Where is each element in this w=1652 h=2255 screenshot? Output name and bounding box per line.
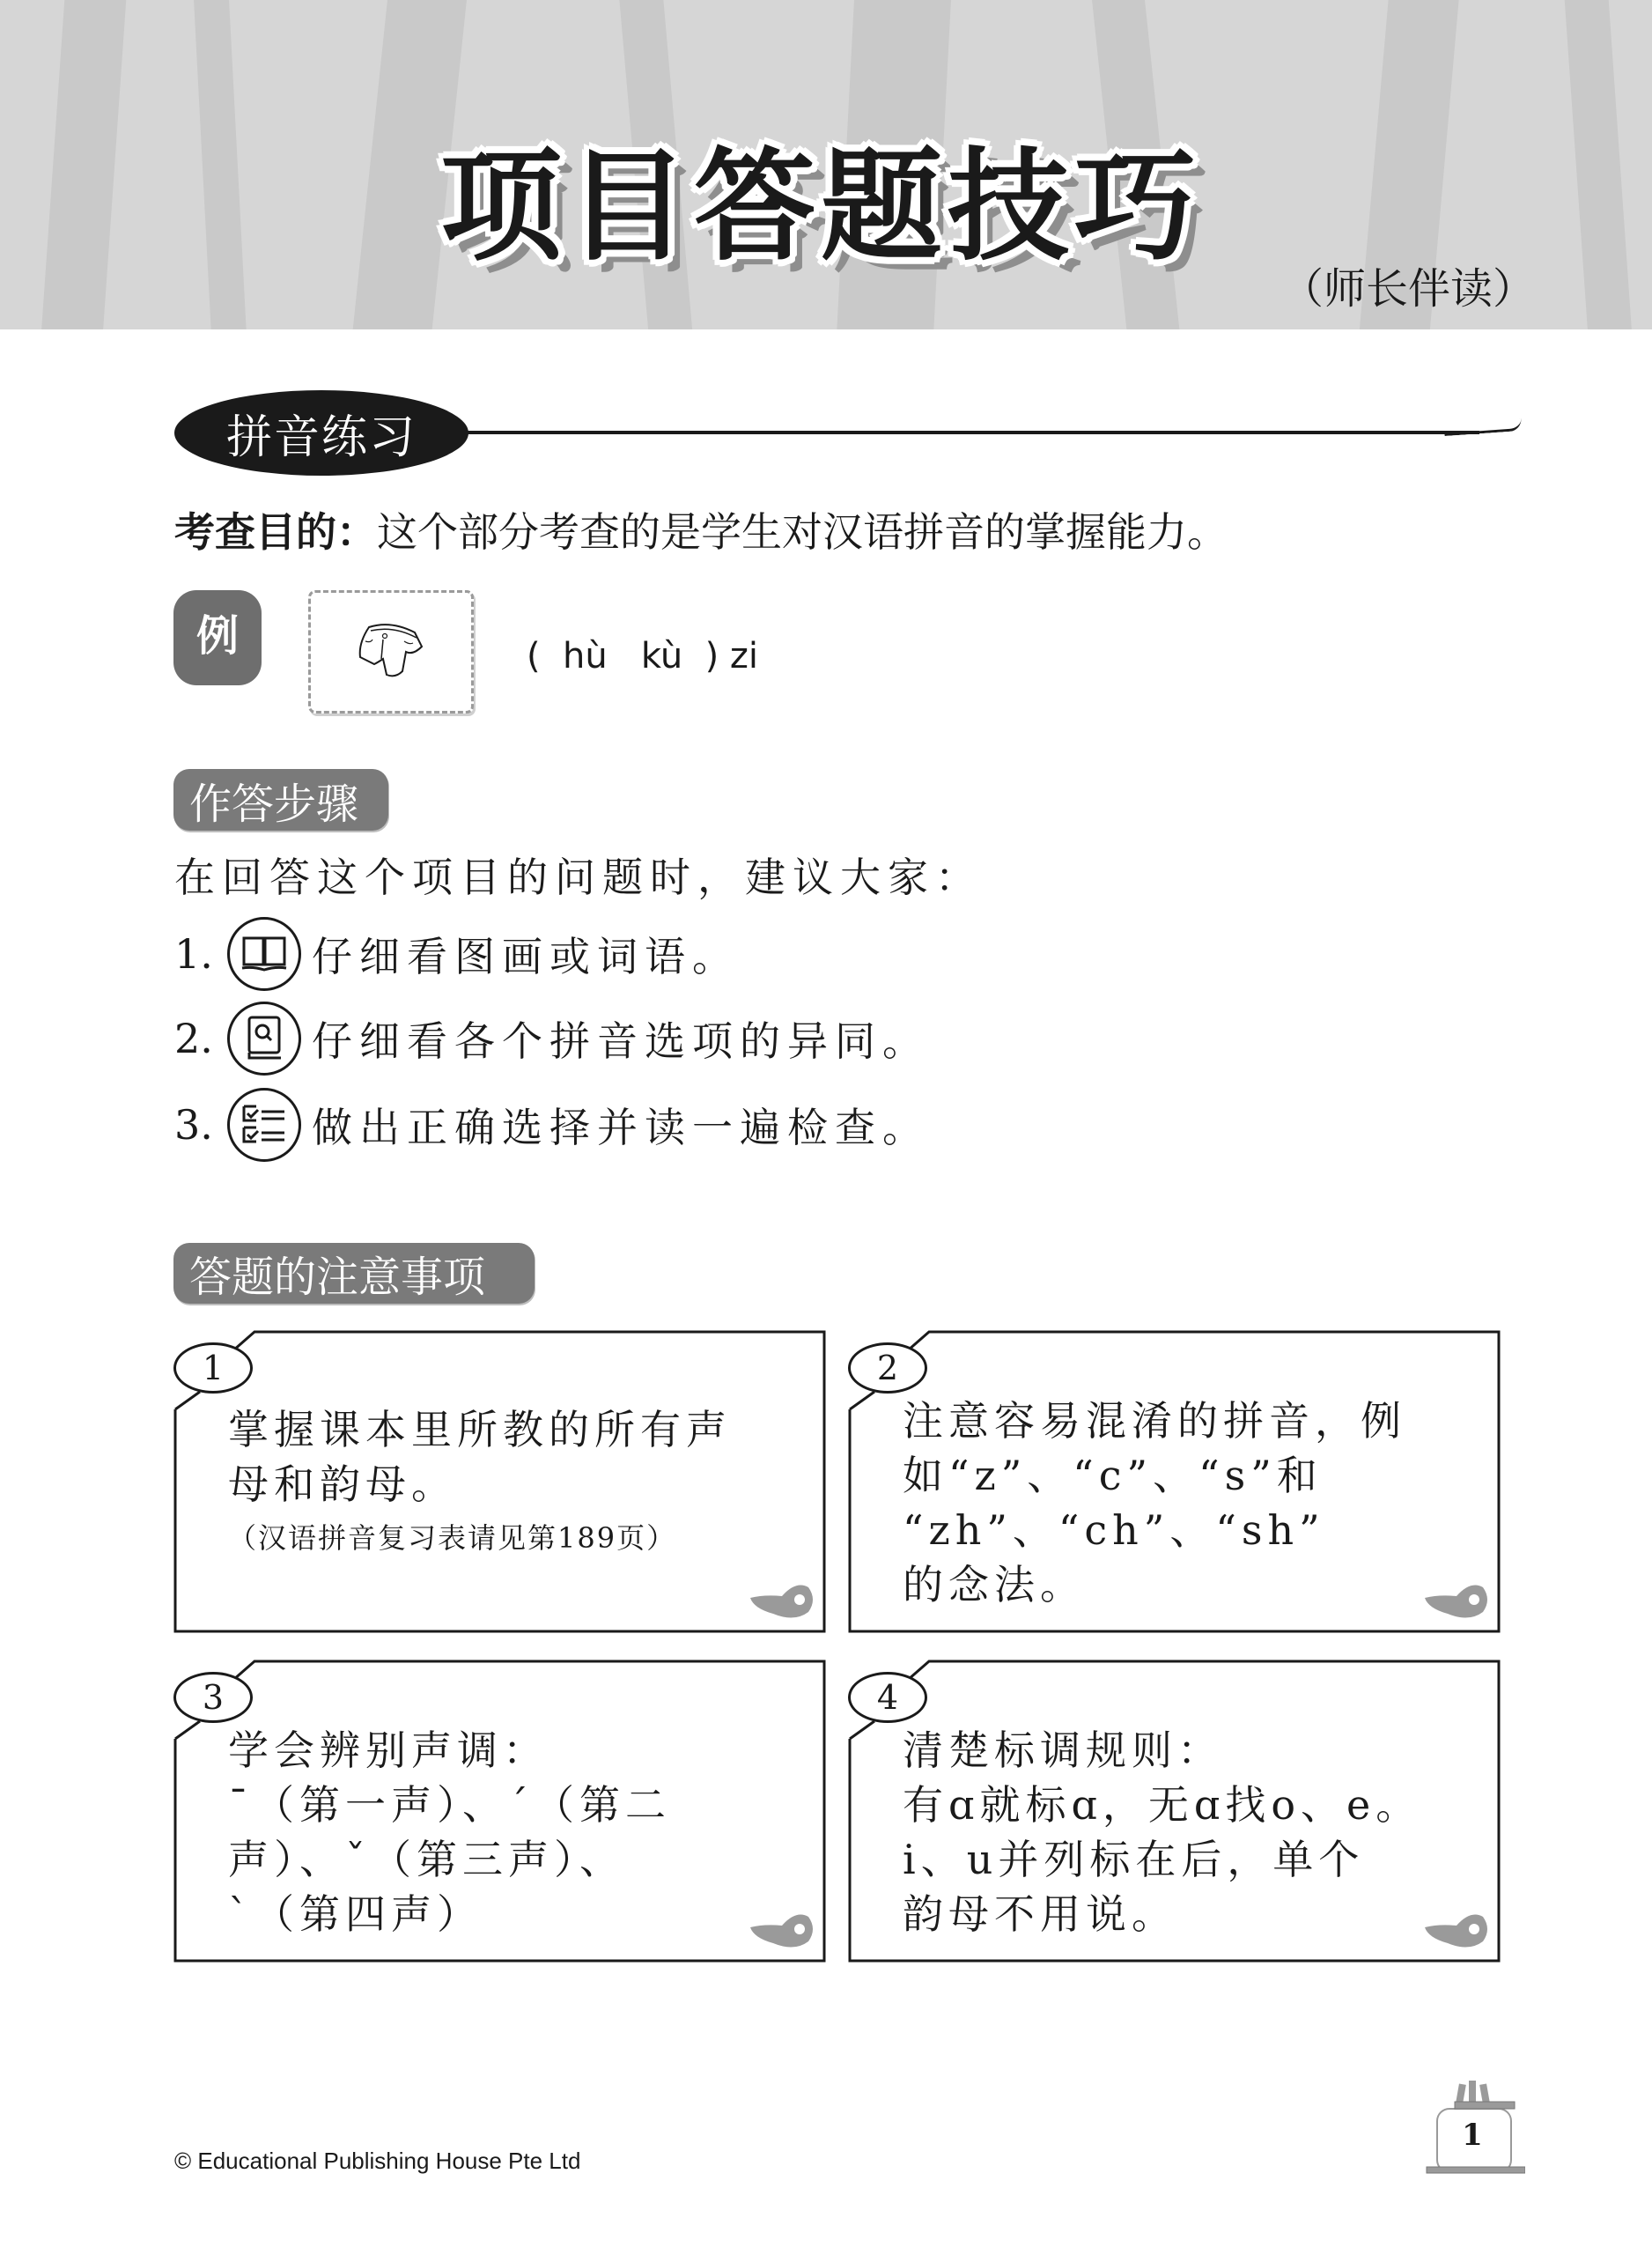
page-subtitle: （师长伴读） [1281,264,1536,314]
note-line: 如“z”、“c”、“s”和 [903,1452,1323,1499]
note-number-badge: 4 [848,1672,927,1723]
step-item [174,916,740,992]
copyright-notice: © Educational Publishing House Pte Ltd [174,2148,581,2174]
note-card [848,1660,1501,1963]
note-line: “zh”、“ch”、“sh” [903,1506,1325,1554]
note-card [848,1330,1501,1633]
purpose-label: 考查目的： [174,508,377,556]
note-line: 掌握课本里所教的所有声 [228,1406,732,1453]
note-line: 有ɑ就标ɑ，无ɑ找o、e。 [903,1781,1422,1829]
note-text [903,1394,1465,1612]
example-picture-frame [308,590,474,713]
note-text [228,1723,791,1941]
note-text [903,1723,1465,1941]
step-item [174,1087,930,1163]
decorative-blob-icon [747,1578,815,1621]
step-text: 仔细看图画或词语。 [312,933,740,980]
step-text: 仔细看各个拼音选项的异同。 [312,1017,930,1065]
step-item [174,1001,930,1076]
section-title: 拼音练习 [174,390,468,476]
page-header-banner [0,0,1652,329]
example-badge: 例 [173,590,262,685]
note-card [173,1660,826,1963]
note-line: 清楚标调规则： [903,1726,1223,1774]
purpose-statement [174,506,1228,558]
note-line: ˉ（第一声）、ˊ（第二 [228,1781,671,1829]
note-card [173,1330,826,1633]
note-number-badge: 3 [173,1672,253,1723]
note-line: 母和韵母。 [228,1460,457,1508]
step-number: 2. [174,1015,213,1062]
steps-heading: 作答步骤 [173,769,388,831]
note-line: 注意容易混淆的拼音，例 [903,1397,1406,1445]
open-book-icon [227,917,301,991]
note-footnote: （汉语拼音复习表请见第189页） [228,1521,677,1555]
step-number: 3. [174,1101,213,1149]
note-number-badge: 1 [173,1342,253,1394]
note-line: 声）、ˇ（第三声）、 [228,1836,625,1883]
page-title: 项目答题技巧 [440,136,1202,277]
decorative-stripe [1563,0,1633,329]
step-number: 1. [174,930,213,978]
step-text: 做出正确选择并读一遍检查。 [312,1104,930,1151]
decorative-stripe [193,0,247,329]
note-text [228,1402,791,1564]
notes-heading: 答题的注意事项 [173,1243,535,1304]
decorative-blob-icon [1421,1908,1490,1950]
decorative-blob-icon [1421,1578,1490,1621]
note-line: 的念法。 [903,1561,1086,1608]
book-search-icon [227,1002,301,1076]
page-number-box [1420,2079,1525,2176]
decorative-blob-icon [747,1908,815,1950]
note-line: 韵母不用说。 [903,1890,1177,1938]
decorative-stripe [40,0,127,329]
purpose-text: 这个部分考查的是学生对汉语拼音的掌握能力。 [377,508,1228,556]
note-line: i、u并列标在后，单个 [903,1836,1365,1883]
checklist-icon [227,1088,301,1162]
steps-intro: 在回答这个项目的问题时，建议大家： [174,854,983,901]
example-answer: ( hù kù ) zi [527,636,759,676]
note-number-badge: 2 [848,1342,927,1394]
shorts-icon [351,617,431,687]
page-number: 1 [1462,2118,1483,2153]
section-divider [467,431,1479,434]
note-line: ˋ（第四声） [228,1890,483,1938]
note-line: 学会辨别声调： [228,1726,549,1774]
section-divider-tail [1444,418,1523,436]
